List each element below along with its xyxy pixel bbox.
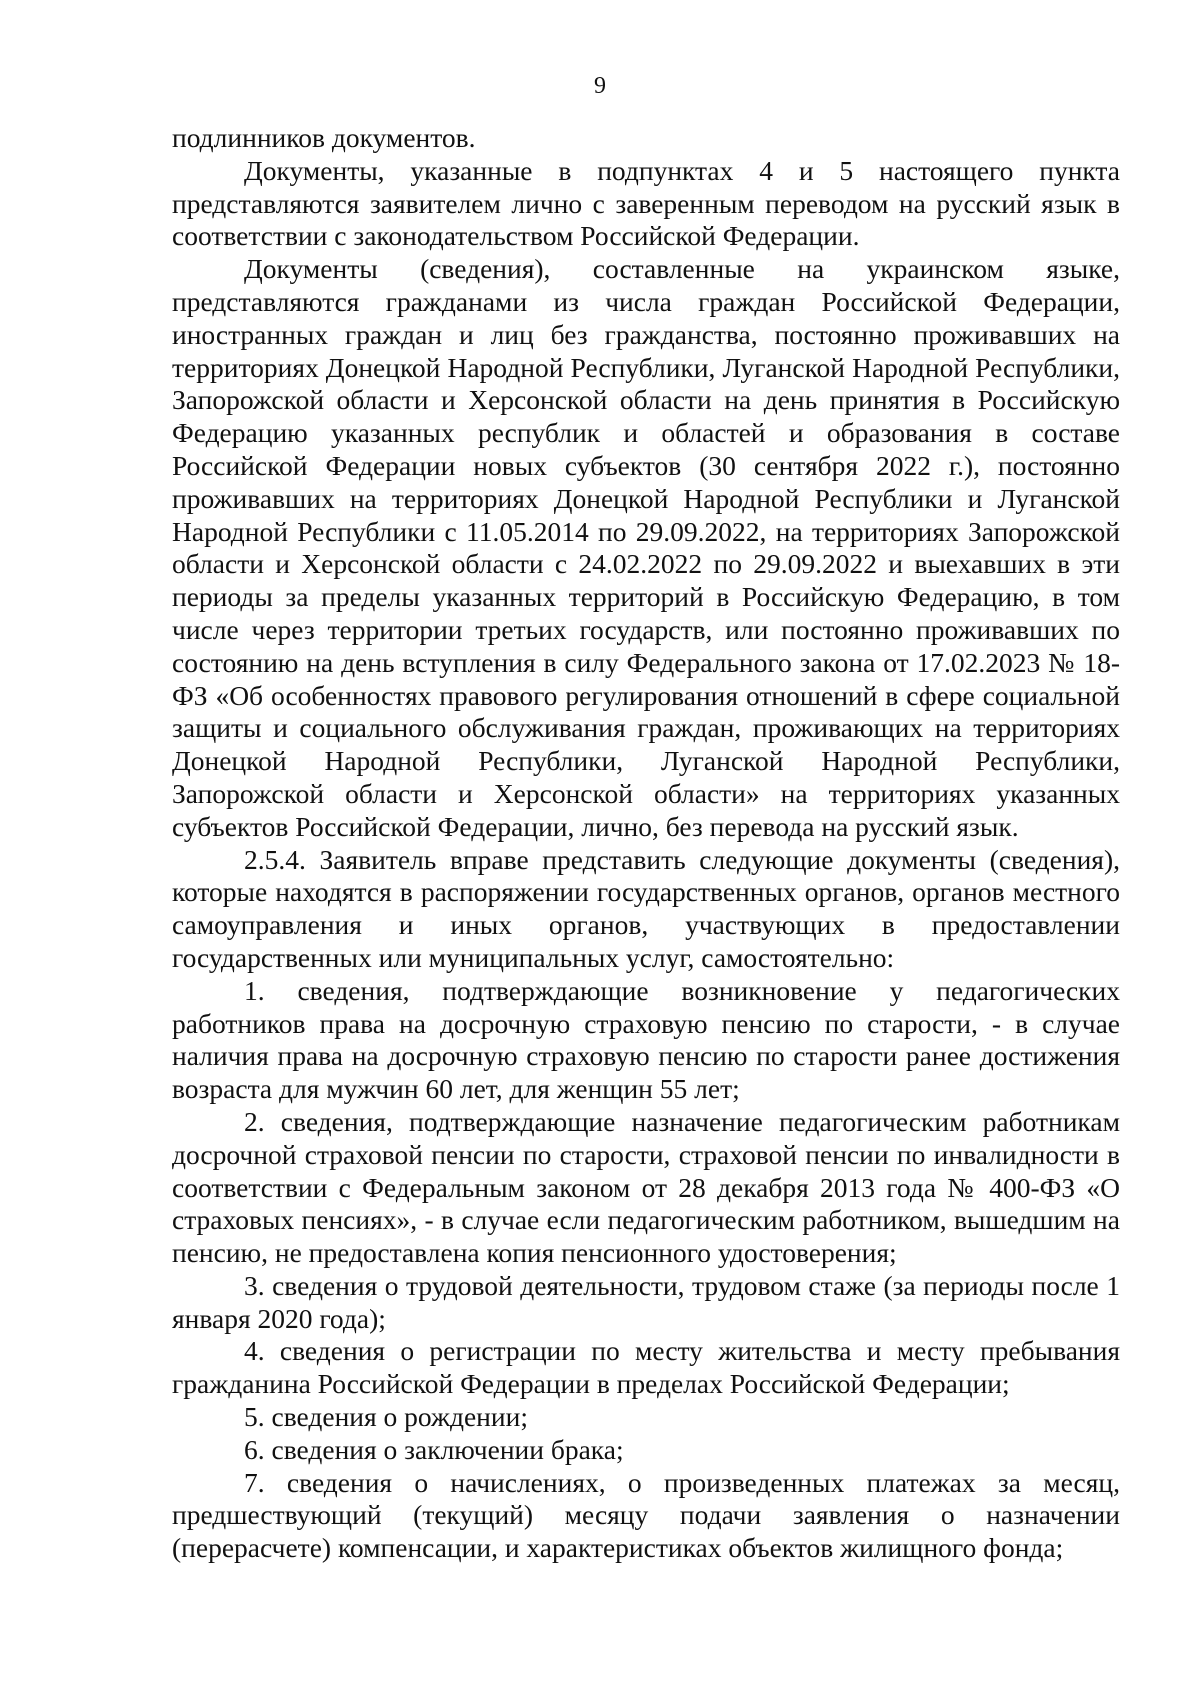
list-item-3: 3. сведения о трудовой деятельности, трудовом стаже (за периоды после 1 января 2020 года); — [172, 1269, 1120, 1334]
paragraph-ukrainian-documents: Документы (сведения), составленные на украинском языке, представляются гражданами из числа граждан Российской Федерации, иностранных граждан и лиц без гражданства, постоянно проживавших на территориях Донецкой Народной Республики, Луганской Народной Республики, Запорожской области и Херсонской области на день принятия в Российскую Федерацию указанных республик и областей и образования в составе Российской Федерации новых субъектов (30 сентября 2022 г.), постоянно проживавших на территориях Донецкой Народной Республики и Луганской Народной Республики с 11.05.2014 по 29.09.2022, на территориях Запорожской области и Херсонской области с 24.02.2022 по 29.09.2022 и выехавших в эти периоды за пределы указанных территорий в Российскую Федерацию, в том числе через территории третьих государств, или постоянно проживавших по состоянию на день вступления в силу Федерального закона от 17.02.2023 № 18-ФЗ «Об особенностях правового регулирования отношений в сфере социальной защиты и социального обслуживания граждан, проживающих на территориях Донецкой Народной Республики, Луганской Народной Республики, Запорожской области и Херсонской области» на территориях указанных субъектов Российской Федерации, лично, без перевода на русский язык. — [172, 253, 1120, 842]
paragraph-2-5-4: 2.5.4. Заявитель вправе представить следующие документы (сведения), которые находятся в распоряжении государственных органов, органов местного самоуправления и иных органов, участвующих в предоставлении государственных или муниципальных услуг, самостоятельно: — [172, 843, 1120, 973]
list-item-7: 7. сведения о начислениях, о произведенных платежах за месяц, предшествующий (текущий) месяцу подачи заявления о назначении (перерасчете) компенсации, и характеристиках объектов жилищного фонда; — [172, 1466, 1120, 1564]
list-item-2: 2. сведения, подтверждающие назначение педагогическим работникам досрочной страховой пенсии по старости, страховой пенсии по инвалидности в соответствии с Федеральным законом от 28 декабря 2013 года № 400-ФЗ «О страховых пенсиях», - в случае если педагогическим работником, вышедшим на пенсию, не предоставлена копия пенсионного удостоверения; — [172, 1105, 1120, 1269]
list-item-6: 6. сведения о заключении брака; — [244, 1433, 624, 1465]
list-item-5: 5. сведения о рождении; — [244, 1401, 528, 1433]
document-body — [172, 122, 1120, 1565]
list-item-4: 4. сведения о регистрации по месту жительства и месту пребывания гражданина Российской Федерации в пределах Российской Федерации; — [172, 1335, 1120, 1400]
page-number: 9 — [594, 73, 606, 99]
paragraph-continuation: подлинников документов. — [172, 122, 476, 153]
list-item-1: 1. сведения, подтверждающие возникновение у педагогических работников права на досрочную страховую пенсию по старости, - в случае наличия права на досрочную страховую пенсию по старости ранее достижения возраста для мужчин 60 лет, для женщин 55 лет; — [172, 974, 1120, 1105]
paragraph-translation-requirement: Документы, указанные в подпунктах 4 и 5 настоящего пункта представляются заявителем лично с заверенным переводом на русский язык в соответствии с законодательством Российской Федерации. — [172, 154, 1120, 252]
